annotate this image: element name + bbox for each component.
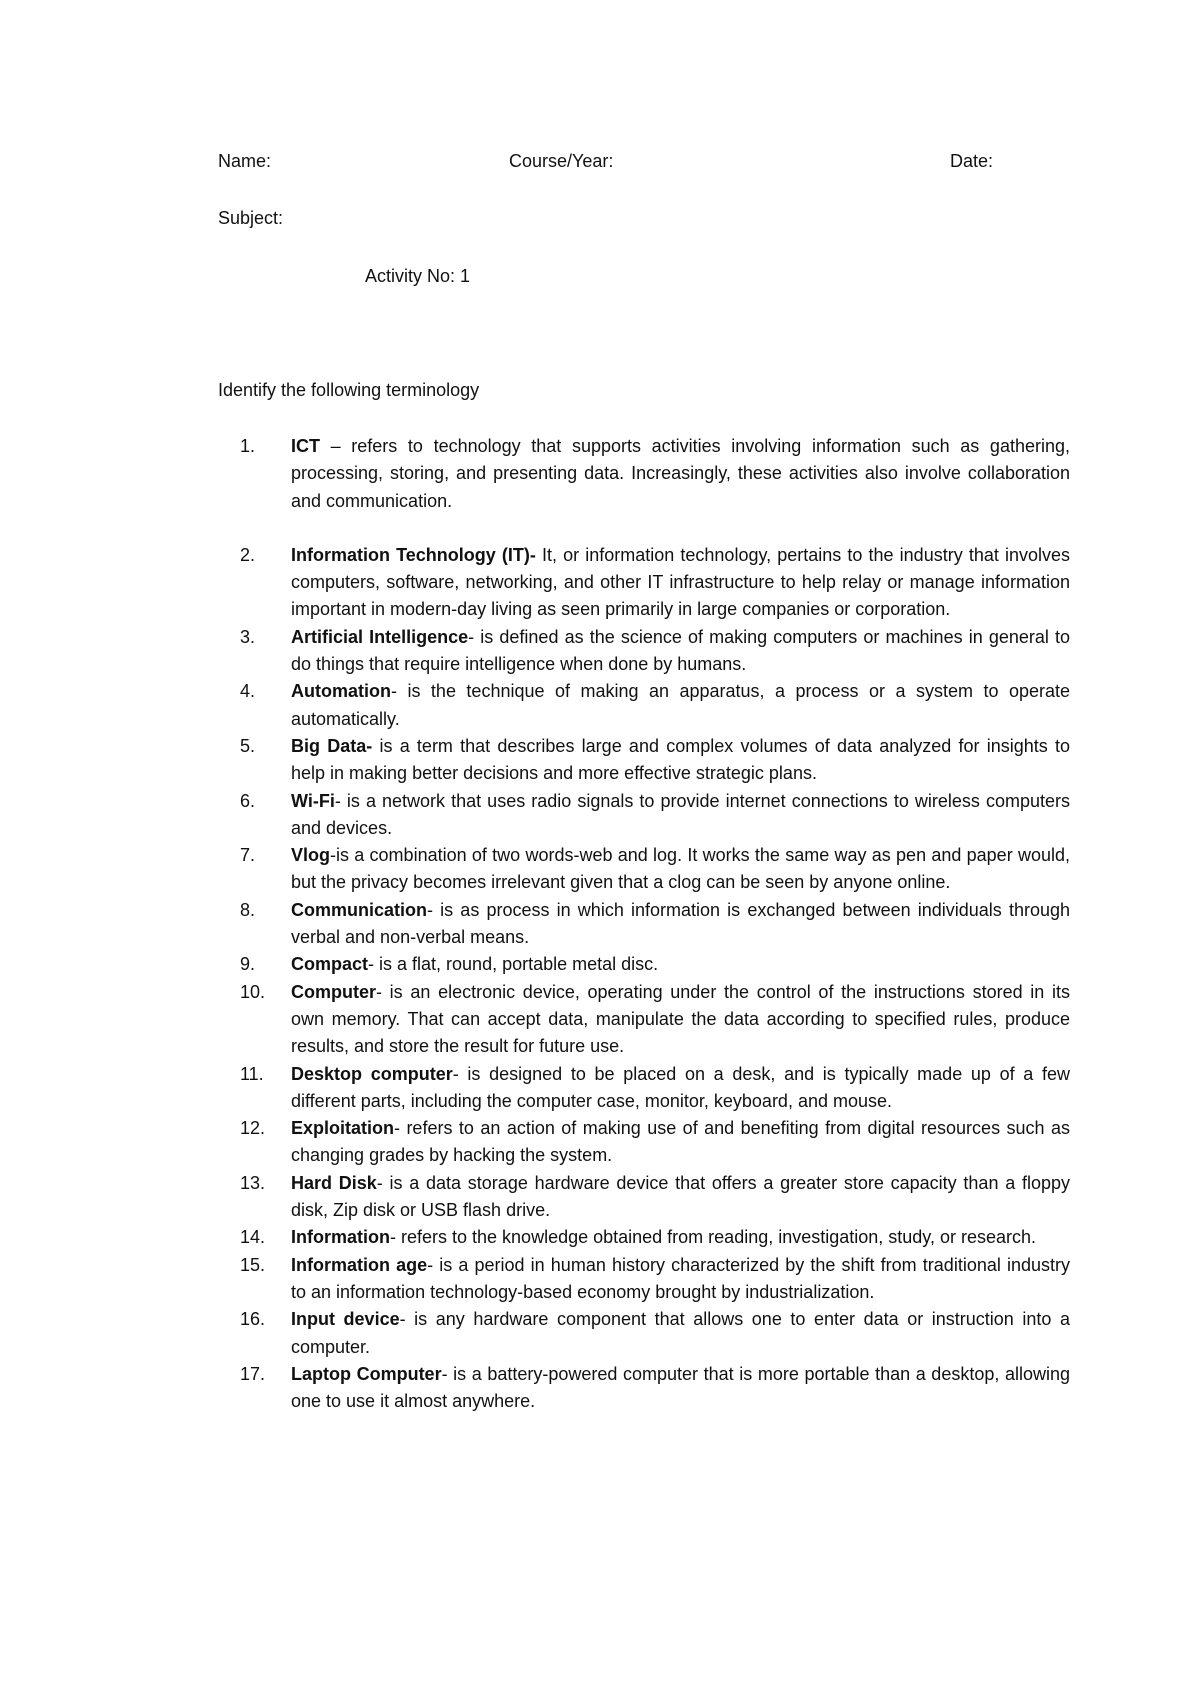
term: Automation — [291, 681, 391, 702]
definition: -is a combination of two words-web and log. It works the same way as pen and paper would, but the privacy becomes irrelevant given that a clog can be seen by anyone online. — [291, 845, 1070, 893]
item-number: 14. — [240, 1227, 266, 1248]
list-item — [240, 678, 1070, 733]
item-number: 9. — [240, 954, 256, 975]
list-item — [240, 979, 1070, 1061]
definition: - is defined as the science of making computers or machines in general to do things that require intelligence when done by humans. — [291, 626, 1070, 675]
definition: - refers to an action of making use of and benefiting from digital resources such as changing grades by hacking the system. — [291, 1118, 1070, 1166]
term: Input device — [291, 1309, 400, 1330]
term: Hard Disk — [291, 1172, 377, 1193]
item-number: 16. — [240, 1309, 266, 1330]
list-item — [240, 624, 1070, 679]
item-number: 10. — [240, 981, 266, 1002]
date-label: Date: — [950, 151, 994, 171]
term: Big Data- — [291, 735, 373, 756]
list-item — [240, 1170, 1070, 1225]
course-year-label: Course/Year: — [509, 151, 614, 171]
item-number: 4. — [240, 681, 256, 702]
list-item — [240, 433, 1070, 515]
item-number: 17. — [240, 1363, 266, 1384]
definition: - is the technique of making an apparatus, a process or a system to operate automatically. — [291, 681, 1070, 729]
definition: - is a data storage hardware device that offers a greater store capacity than a floppy disk, Zip disk or USB flash drive. — [291, 1172, 1070, 1221]
item-number: 8. — [240, 899, 256, 920]
term: Information age — [291, 1254, 428, 1275]
definition: It, or information technology, pertains to the industry that involves computers, software, networking, and other IT infrastructure to help relay or manage information important in modern-day living as seen primarily in large companies or corporation. — [291, 544, 1070, 620]
definition: is a term that describes large and complex volumes of data analyzed for insights to help in making better decisions and more effective strategic plans. — [291, 735, 1070, 784]
list-item — [240, 951, 1070, 978]
list-item — [240, 842, 1070, 897]
definition: - is a period in human history characterized by the shift from traditional industry to an information technology-based economy brought by industrialization. — [291, 1254, 1070, 1302]
definition: - is as process in which information is exchanged between individuals through verbal and non-verbal means. — [291, 899, 1070, 948]
definition: - is a network that uses radio signals to provide internet connections to wireless computers and devices. — [291, 790, 1070, 838]
term: Laptop Computer — [291, 1363, 442, 1384]
list-item — [240, 897, 1070, 952]
definition: - is designed to be placed on a desk, and is typically made up of a few different parts, including the computer case, monitor, keyboard, and mouse. — [291, 1063, 1070, 1111]
item-number: 2. — [240, 544, 256, 565]
term: Information — [291, 1227, 390, 1248]
definition: - is any hardware component that allows one to enter data or instruction into a computer. — [291, 1309, 1070, 1357]
list-item — [240, 1115, 1070, 1170]
item-number: 15. — [240, 1254, 266, 1275]
term: ICT — [291, 436, 320, 456]
list-item — [240, 788, 1070, 843]
term: Vlog — [291, 845, 330, 866]
definition: - is a battery-powered computer that is more portable than a desktop, allowing one to use it almost anywhere. — [291, 1363, 1070, 1412]
term: Artificial Intelligence — [291, 626, 469, 647]
list-item — [240, 1361, 1070, 1416]
list-item — [240, 542, 1070, 624]
item-number: 7. — [240, 845, 256, 866]
instruction-text: Identify the following terminology — [218, 380, 480, 400]
item-number: 3. — [240, 626, 256, 647]
term: Communication — [291, 899, 428, 920]
term: Wi-Fi — [291, 790, 335, 811]
item-number: 5. — [240, 735, 256, 756]
name-label: Name: — [218, 151, 272, 171]
item-number: 1. — [240, 436, 256, 456]
terminology-list — [240, 433, 1070, 1415]
definition: - is an electronic device, operating under the control of the instructions stored in its own memory. That can accept data, manipulate the data according to specified rules, produce results, and store the result for future use. — [291, 981, 1070, 1057]
term: Computer — [291, 981, 376, 1002]
list-item — [240, 1061, 1070, 1116]
term: Exploitation — [291, 1118, 394, 1139]
subject-label: Subject: — [218, 208, 284, 228]
item-number: 6. — [240, 790, 256, 811]
list-item — [240, 1224, 1070, 1251]
definition: – refers to technology that supports activities involving information such as gathering, processing, storing, and presenting data. Increasingly, these activities also involve collaboration and communication. — [291, 436, 1070, 511]
list-item — [240, 1306, 1070, 1361]
term: Compact — [291, 954, 369, 975]
definition: - is a flat, round, portable metal disc. — [368, 954, 659, 975]
item-number: 13. — [240, 1172, 266, 1193]
list-item — [240, 1252, 1070, 1307]
activity-number: Activity No: 1 — [365, 266, 471, 286]
term: Desktop computer — [291, 1063, 453, 1084]
item-number: 11. — [240, 1063, 264, 1084]
item-number: 12. — [240, 1118, 266, 1139]
list-item — [240, 733, 1070, 788]
term: Information Technology (IT)- — [291, 544, 536, 565]
definition: - refers to the knowledge obtained from reading, investigation, study, or research. — [390, 1227, 1037, 1248]
